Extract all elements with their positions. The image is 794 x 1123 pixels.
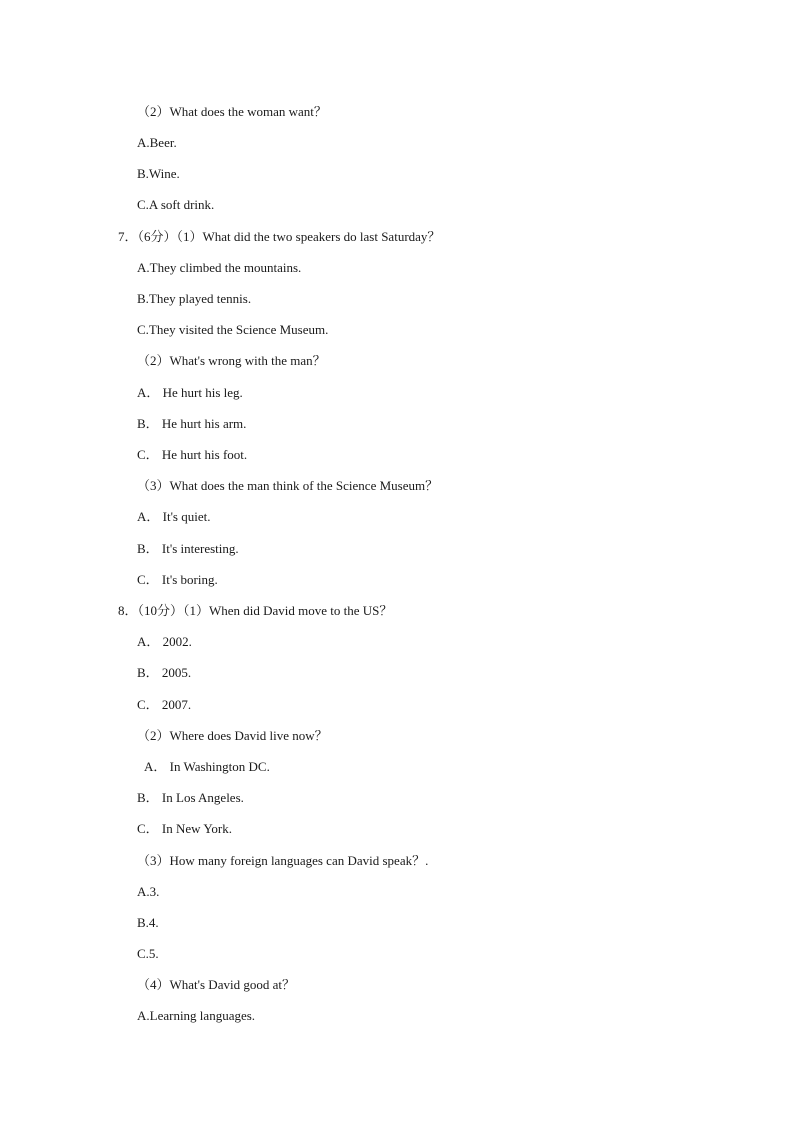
option-c: C.A soft drink. (137, 197, 215, 212)
question-7-heading: 7．（6分）（1）What did the two speakers do last Saturday？ (118, 229, 441, 244)
option-b: B． It's interesting. (137, 541, 239, 556)
option-c: C． 2007. (137, 697, 192, 712)
option-b: B． 2005. (137, 665, 192, 680)
question-7-2-stem: （2）What's wrong with the man？ (137, 353, 326, 368)
option-a: A． In Washington DC. (144, 759, 270, 774)
question-8-4-stem: （4）What's David good at？ (137, 977, 295, 992)
option-a: A.3. (137, 884, 160, 899)
option-c: C.5. (137, 946, 159, 961)
option-c: C.They visited the Science Museum. (137, 322, 329, 337)
option-a: A.They climbed the mountains. (137, 260, 302, 275)
question-7-3-stem: （3）What does the man think of the Science Museum？ (137, 478, 439, 493)
option-a: A． He hurt his leg. (137, 385, 243, 400)
option-b: B． He hurt his arm. (137, 416, 247, 431)
option-a: A． It's quiet. (137, 509, 211, 524)
question-8-heading: 8．（10分）（1）When did David move to the US？ (118, 603, 393, 618)
option-c: C． He hurt his foot. (137, 447, 248, 462)
option-b: B． In Los Angeles. (137, 790, 244, 805)
option-c: C． In New York. (137, 821, 232, 836)
option-c: C． It's boring. (137, 572, 218, 587)
option-a: A.Learning languages. (137, 1008, 256, 1023)
question-8-2-stem: （2）Where does David live now？ (137, 728, 328, 743)
question-6-2-stem: （2）What does the woman want？ (137, 104, 327, 119)
option-b: B.Wine. (137, 166, 180, 181)
option-b: B.4. (137, 915, 159, 930)
option-b: B.They played tennis. (137, 291, 252, 306)
option-a: A.Beer. (137, 135, 177, 150)
question-8-3-stem: （3）How many foreign languages can David speak？. (137, 853, 429, 868)
option-a: A． 2002. (137, 634, 192, 649)
